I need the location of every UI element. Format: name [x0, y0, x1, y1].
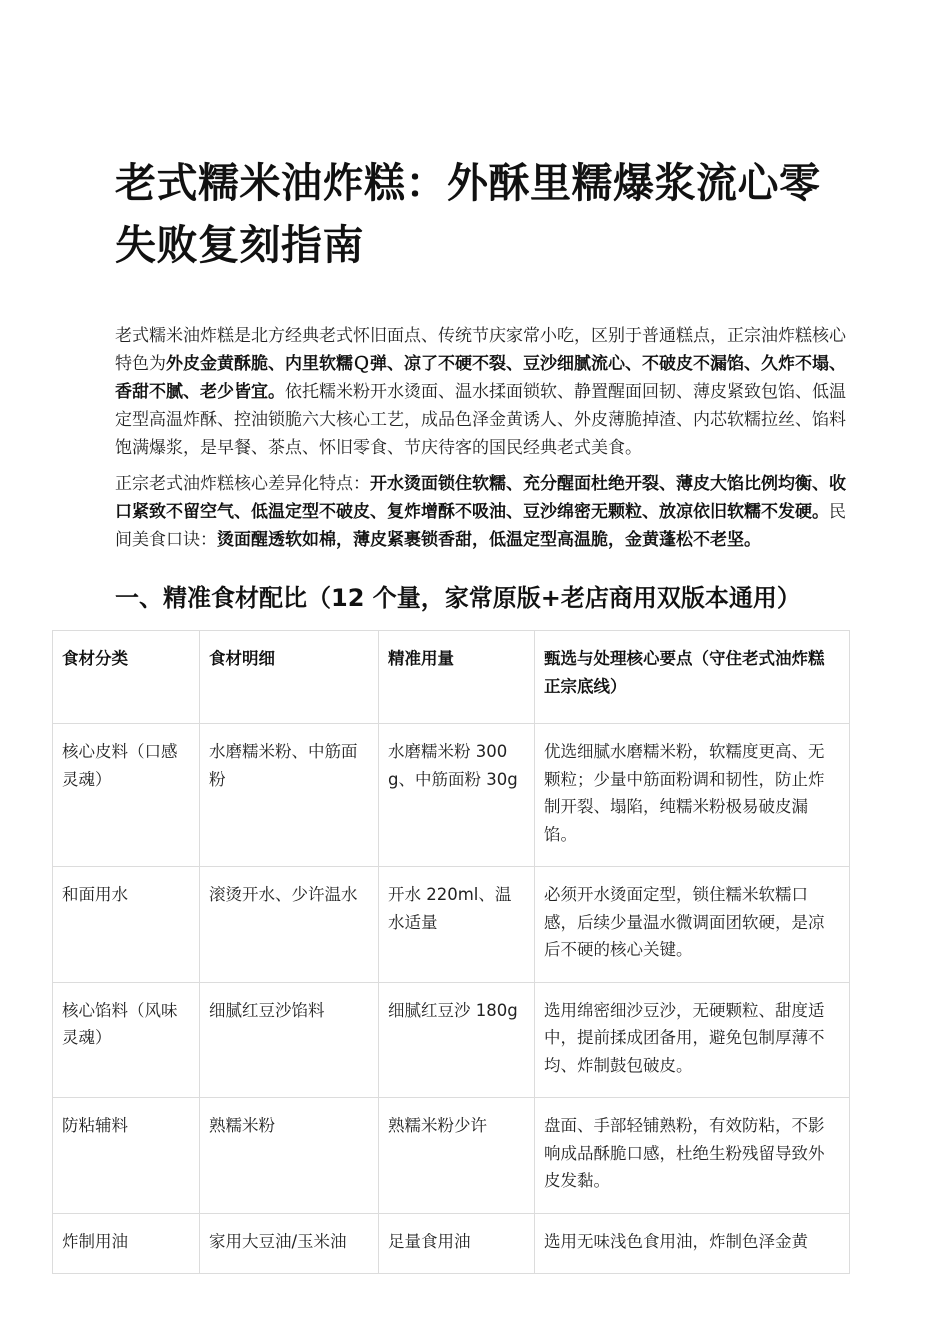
table-header-row: [53, 631, 850, 724]
intro-text-1: 老式糯米油炸糕是北方经典老式怀旧面点、传统节庆家常小吃，区别于普通糕点，正宗油炸糕核心特色为: [115, 326, 846, 374]
table-cell: 防粘辅料: [53, 1098, 200, 1214]
table-cell: 炸制用油: [53, 1213, 200, 1274]
table-cell: 家用大豆油/玉米油: [200, 1213, 379, 1274]
features-highlight: 开水烫面锁住软糯、充分醒面杜绝开裂、薄皮大馅比例均衡、收口紧致不留空气、低温定型不破皮、复炸增酥不吸油、豆沙绵密无颗粒、放凉依旧软糯不发硬。: [115, 474, 846, 522]
table-cell: 核心皮料（口感灵魂）: [53, 724, 200, 867]
table-row: [53, 1213, 850, 1274]
table-cell: 熟糯米粉少许: [379, 1098, 535, 1214]
table-cell: 必须开水烫面定型，锁住糯米软糯口感，后续少量温水微调面团软硬，是凉后不硬的核心关键。: [535, 867, 850, 983]
table-row: [53, 867, 850, 983]
table-cell: 核心馅料（风味灵魂）: [53, 982, 200, 1098]
intro-text-2: 依托糯米粉开水烫面、温水揉面锁软、静置醒面回韧、薄皮紧致包馅、低温定型高温炸酥、控油锁脆六大核心工艺，成品色泽金黄诱人、外皮薄脆掉渣、内芯软糯拉丝、馅料饱满爆浆，是早餐、茶点、怀旧零食、节庆待客的国民经典老式美食。: [115, 382, 846, 458]
table-header-cell: 精准用量: [379, 631, 535, 724]
features-text-2: 民间美食口诀：: [115, 502, 846, 550]
table-header-cell: 食材分类: [53, 631, 200, 724]
table-cell: 水磨糯米粉、中筋面粉: [200, 724, 379, 867]
table-cell: 滚烫开水、少许温水: [200, 867, 379, 983]
table-row: [53, 982, 850, 1098]
table-cell: 盘面、手部轻铺熟粉，有效防粘，不影响成品酥脆口感，杜绝生粉残留导致外皮发黏。: [535, 1098, 850, 1214]
table-cell: 选用无味浅色食用油，炸制色泽金黄: [535, 1213, 850, 1274]
table-cell: 开水 220ml、温水适量: [379, 867, 535, 983]
table-header-cell: 食材明细: [200, 631, 379, 724]
table-cell: 选用绵密细沙豆沙，无硬颗粒、甜度适中，提前揉成团备用，避免包制厚薄不均、炸制鼓包破皮。: [535, 982, 850, 1098]
table-cell: 水磨糯米粉 300g、中筋面粉 30g: [379, 724, 535, 867]
table-cell: 细腻红豆沙 180g: [379, 982, 535, 1098]
table-header-cell: 甄选与处理核心要点（守住老式油炸糕正宗底线）: [535, 631, 850, 724]
section-heading-ingredients: 一、精准食材配比（12 个量，家常原版+老店商用双版本通用）: [115, 584, 801, 612]
table-cell: 优选细腻水磨糯米粉，软糯度更高、无颗粒；少量中筋面粉调和韧性，防止炸制开裂、塌陷，纯糯米粉极易破皮漏馅。: [535, 724, 850, 867]
features-text-1: 正宗老式油炸糕核心差异化特点：: [115, 474, 370, 494]
features-motto: 烫面醒透软如棉，薄皮紧裹锁香甜，低温定型高温脆，金黄蓬松不老坚。: [217, 530, 761, 550]
table-cell: 足量食用油: [379, 1213, 535, 1274]
table-row: [53, 1098, 850, 1214]
intro-highlight: 外皮金黄酥脆、内里软糯Ｑ弹、凉了不硬不裂、豆沙细腻流心、不破皮不漏馅、久炸不塌、香甜不腻、老少皆宜。: [115, 354, 846, 402]
ingredients-table: [52, 630, 850, 1274]
table-cell: 和面用水: [53, 867, 200, 983]
document-title: 老式糯米油炸糕：外酥里糯爆浆流心零失败复刻指南: [115, 159, 821, 269]
table-cell: 细腻红豆沙馅料: [200, 982, 379, 1098]
table-cell: 熟糯米粉: [200, 1098, 379, 1214]
intro-paragraph: [115, 322, 847, 462]
features-paragraph: [115, 470, 847, 554]
ingredients-table-container: [52, 630, 849, 1251]
table-row: [53, 724, 850, 867]
